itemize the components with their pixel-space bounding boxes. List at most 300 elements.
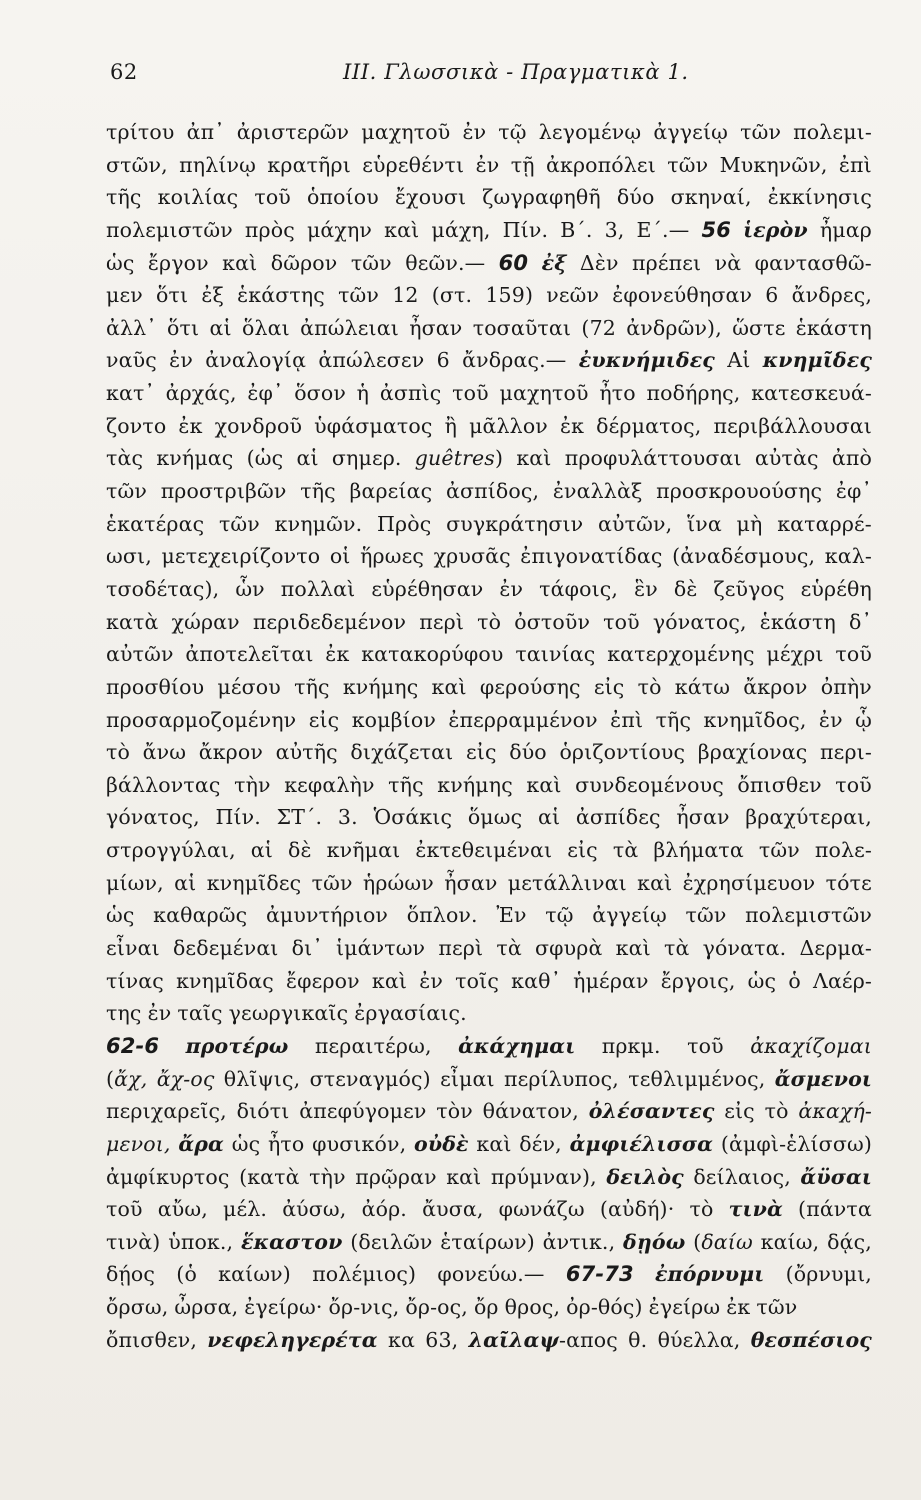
word — [793, 116, 872, 149]
word-part: ἑταίρων) — [440, 1229, 535, 1254]
text-line — [106, 736, 872, 769]
word — [567, 834, 598, 867]
word-part: μὴ — [736, 511, 763, 536]
word — [432, 671, 467, 704]
lemma: κνημῖδες — [762, 348, 872, 373]
lemma: θεσπέσιος — [750, 1327, 872, 1352]
word — [788, 965, 801, 998]
word — [721, 1128, 872, 1161]
lemma: ἐπόρνυμι — [654, 1262, 765, 1287]
word — [415, 834, 552, 867]
word-part: ὡς — [231, 1131, 261, 1156]
word-part: τρίτου — [106, 120, 175, 144]
word-part: τῶν — [758, 838, 800, 863]
word-part: τῶν — [350, 250, 392, 275]
word — [309, 1161, 346, 1194]
word-part: τῆς — [388, 772, 424, 797]
word-part: βραχίονας — [697, 740, 808, 765]
text-line — [106, 704, 872, 737]
word-part: τῷ — [498, 120, 527, 144]
word — [835, 638, 872, 671]
word-part: (ἀναδέσμους, — [672, 544, 816, 569]
word — [732, 312, 785, 345]
word-part: ἀπ᾽ — [186, 120, 225, 144]
word-part: ὄρ — [473, 1295, 499, 1320]
word — [763, 344, 872, 377]
word-part: καθ᾽ — [511, 968, 561, 993]
word — [178, 1128, 224, 1161]
word — [169, 344, 193, 377]
text-line — [106, 1030, 872, 1063]
word — [167, 312, 199, 345]
word-part: βαρείας — [349, 479, 433, 504]
word — [106, 1258, 155, 1291]
word — [217, 671, 281, 704]
word-part: κνημῶν. — [274, 511, 363, 536]
word-part: τάφοις, — [539, 576, 619, 601]
word — [690, 1193, 714, 1226]
word — [628, 1324, 647, 1357]
text-line — [106, 867, 872, 900]
word — [237, 279, 325, 312]
word-part: αἱ — [209, 315, 232, 340]
word — [405, 247, 485, 280]
word — [229, 997, 349, 1030]
word — [596, 410, 701, 443]
word — [602, 1030, 661, 1063]
word — [566, 1258, 634, 1291]
word-part: καὶ — [526, 772, 562, 797]
word-part: (κατὰ — [239, 1164, 300, 1189]
word-part: Πρὸς — [377, 511, 432, 536]
word — [476, 1128, 511, 1161]
word — [748, 965, 777, 998]
lemma: νεφεληγερέτα — [207, 1327, 378, 1352]
word — [350, 1226, 432, 1259]
word-part: συνδεομένους — [575, 772, 724, 797]
word — [826, 867, 872, 900]
word-part: κομβίον — [351, 707, 436, 732]
word — [352, 704, 436, 737]
word-part: ἐκ — [726, 1295, 751, 1320]
word-part: 63, — [425, 1327, 459, 1352]
word-part: ἔχουσι — [395, 185, 467, 210]
word — [444, 867, 497, 900]
word-part: μαχητοῦ — [499, 381, 589, 406]
word — [751, 377, 872, 410]
word — [565, 442, 742, 475]
word-part: πολλαὶ — [280, 576, 356, 601]
word — [106, 508, 204, 541]
word-part: ζωγραφηθῆ — [482, 185, 601, 210]
word — [377, 508, 431, 541]
word-part: ναῦς — [106, 348, 157, 373]
text-line — [106, 279, 872, 312]
word-part: guêtres — [414, 446, 495, 471]
word — [500, 377, 589, 410]
word — [361, 116, 450, 149]
word — [827, 1226, 872, 1259]
word — [234, 769, 271, 802]
word — [755, 247, 872, 280]
word — [566, 1291, 643, 1324]
lemma: δειλὸς — [606, 1164, 684, 1189]
word — [106, 834, 236, 867]
word-part: 3. — [337, 805, 358, 830]
text-line — [106, 932, 872, 965]
word-part: (ὄρνυμι, — [785, 1262, 872, 1287]
text-line — [106, 344, 872, 377]
word — [745, 801, 872, 834]
word — [855, 704, 872, 737]
word — [573, 965, 648, 998]
word — [839, 149, 872, 182]
word-part: πρκμ. — [601, 1033, 661, 1058]
word — [407, 899, 478, 932]
word-part: (ὡς — [246, 446, 284, 471]
word — [161, 540, 320, 573]
word — [312, 1258, 416, 1291]
word-part: ὡς — [106, 250, 135, 275]
text-line — [106, 214, 872, 247]
word — [672, 540, 815, 573]
word — [415, 442, 503, 475]
word — [106, 899, 135, 932]
word-part: ἀύσω, — [282, 1197, 347, 1222]
word-part: ἀσπὶς — [379, 381, 442, 406]
word-part: προσκρουούσης — [656, 479, 823, 504]
word — [106, 377, 155, 410]
word — [106, 606, 158, 639]
word-part: ἐγείρω — [648, 1295, 721, 1320]
word — [448, 704, 597, 737]
word — [414, 1128, 469, 1161]
word — [452, 377, 489, 410]
word — [455, 965, 499, 998]
word-part: κνήμης — [437, 772, 513, 797]
word — [445, 410, 457, 443]
word — [310, 1063, 431, 1096]
word — [576, 801, 661, 834]
word — [546, 149, 656, 182]
word-part: ὁριζοντίους — [559, 740, 686, 765]
word-part: Δερμα- — [799, 936, 872, 961]
word-part: ἀριστερῶν — [236, 120, 350, 144]
word-part: καταρρέ- — [777, 511, 872, 536]
text-line — [106, 997, 872, 1030]
word — [222, 247, 257, 280]
word-part: ἦμαρ — [819, 217, 872, 242]
word — [168, 1226, 233, 1259]
word — [617, 181, 655, 214]
word-part: ἐγείρω· — [244, 1295, 323, 1320]
word — [106, 475, 147, 508]
word-part: πολεμι- — [793, 120, 872, 144]
word-part: μετεχειρίζοντο — [161, 544, 321, 569]
word — [511, 965, 561, 998]
word — [575, 769, 724, 802]
word-part: συγκράτησιν — [446, 511, 584, 536]
word-part: ἐν — [147, 1001, 172, 1026]
word-part: καὶ — [431, 674, 467, 699]
word — [156, 279, 188, 312]
word-part: ὥστε — [732, 315, 786, 340]
word-part: τεθλιμμένος, — [628, 1066, 766, 1091]
word-part: ἐναλλὰξ — [552, 479, 643, 504]
text-line — [106, 1095, 872, 1128]
word-part: περιχαρεῖς, — [106, 1099, 227, 1124]
word-part: Πίν. — [215, 805, 261, 830]
word — [434, 540, 511, 573]
word — [798, 1193, 872, 1226]
word — [232, 1128, 261, 1161]
word — [553, 475, 642, 508]
word-part: τῶν — [667, 152, 709, 177]
word — [388, 769, 424, 802]
word-part: λεγομένῳ — [538, 120, 642, 144]
word — [637, 214, 690, 247]
word — [760, 606, 836, 639]
word-part: κάτω — [674, 674, 731, 699]
word — [683, 867, 816, 900]
word-part: περιβάλλουσαι — [713, 413, 872, 438]
word-part: θεῶν.— — [405, 250, 486, 275]
lemma: οὐδὲ — [414, 1131, 469, 1156]
word-part: δῄος — [106, 1262, 156, 1287]
word-part: στρογγύλαι, — [106, 838, 236, 863]
word-part: ἡμέραν — [573, 968, 649, 993]
word — [172, 606, 240, 639]
word-part: τοῦ — [106, 1197, 143, 1222]
word — [798, 1095, 872, 1128]
word — [419, 965, 443, 998]
word-part: ὁποίου — [307, 185, 379, 210]
word — [148, 997, 172, 1030]
word — [297, 442, 319, 475]
text-line — [106, 834, 872, 867]
word — [756, 1291, 797, 1324]
word — [499, 1193, 585, 1226]
word-part: ἄκρον — [198, 740, 263, 765]
word — [755, 442, 819, 475]
word — [474, 1291, 499, 1324]
word-part: ἱμάντων — [335, 936, 426, 961]
word-part: ὦρσα, — [174, 1295, 239, 1320]
word — [106, 214, 233, 247]
word-part: ἔργοις, — [660, 968, 736, 993]
text-line — [106, 247, 872, 280]
word-part: τὸ — [689, 1197, 714, 1222]
word-part: πρέπει — [632, 250, 702, 275]
word-part: βραχύτεραι, — [745, 805, 872, 830]
word — [511, 149, 535, 182]
word-part: κρατῆρι — [267, 152, 351, 177]
word — [623, 1226, 685, 1259]
word-part: εὑρέθη — [800, 576, 872, 601]
word-part: ἓν — [634, 576, 658, 601]
word — [106, 279, 143, 312]
word — [284, 769, 374, 802]
word — [219, 508, 260, 541]
word-part: τῶν — [338, 283, 380, 308]
word — [254, 181, 291, 214]
word-part: τσοδέτας), — [106, 576, 220, 601]
word — [832, 442, 872, 475]
word — [106, 801, 200, 834]
word — [653, 834, 744, 867]
word-part: 6 — [765, 283, 779, 308]
word — [628, 1063, 765, 1096]
word-part: ἐν — [475, 152, 500, 177]
word-part: νὰ — [714, 250, 742, 275]
word — [437, 1258, 544, 1291]
word — [437, 344, 450, 377]
word — [185, 638, 313, 671]
word — [106, 573, 219, 606]
word — [106, 1063, 147, 1096]
text-line — [106, 1258, 872, 1291]
word — [594, 671, 625, 704]
word — [519, 1128, 562, 1161]
word — [526, 769, 561, 802]
word-part: Μυκηνῶν, — [719, 152, 828, 177]
word — [745, 899, 872, 932]
word — [186, 1030, 289, 1063]
word-part: 6 — [436, 348, 450, 373]
word — [275, 508, 363, 541]
word — [520, 540, 662, 573]
word-part: (πάντα — [798, 1197, 872, 1222]
word-part: τότε — [825, 870, 872, 895]
word-part: διχάζεται — [350, 740, 454, 765]
word — [276, 736, 338, 769]
word — [371, 573, 483, 606]
word-part: ἐπιγονατίδας — [520, 544, 663, 569]
word — [477, 606, 501, 639]
word-part: μενοι, — [106, 1131, 171, 1156]
word-part: κατ᾽ — [106, 381, 155, 406]
word — [768, 181, 872, 214]
word-part: εἶμαι — [440, 1066, 495, 1091]
word-part: ἀλλ᾽ — [106, 315, 157, 340]
word — [737, 769, 821, 802]
word — [187, 116, 225, 149]
word — [106, 1128, 171, 1161]
lemma: ἕκαστον — [241, 1229, 343, 1254]
word-part: φωνάζω — [498, 1197, 585, 1222]
word-part: -απος — [559, 1327, 618, 1352]
word — [106, 540, 152, 573]
word-part: δέν, — [519, 1131, 562, 1156]
word — [223, 1193, 267, 1226]
word — [539, 116, 642, 149]
word-part: (στ. — [431, 283, 473, 308]
word-part: ἐκ — [325, 642, 350, 667]
word — [247, 377, 283, 410]
word — [469, 410, 548, 443]
word — [715, 247, 742, 280]
word-part: περίλυπος, — [503, 1066, 619, 1091]
word-part: ἐν — [169, 348, 193, 373]
word — [362, 1193, 407, 1226]
word-part: εἰς — [567, 838, 598, 863]
word-part: ὀρ-θός) — [566, 1295, 643, 1320]
word-part: πρὸς — [244, 217, 295, 242]
word — [542, 247, 567, 280]
word-part: αἱ — [537, 805, 561, 830]
word — [419, 606, 464, 639]
word-part: ωσι, — [106, 544, 152, 569]
word-part: φυσικόν, — [312, 1131, 407, 1156]
word — [514, 606, 590, 639]
word-part: εἶναι — [106, 936, 160, 961]
word-part: δεδεμέναι — [172, 936, 279, 961]
word-part: αἱ — [174, 870, 197, 895]
word — [309, 704, 340, 737]
word — [693, 1161, 791, 1194]
word — [607, 638, 754, 671]
word-part: ταῖς — [177, 1001, 223, 1026]
word — [570, 1128, 714, 1161]
word — [612, 279, 752, 312]
word — [825, 540, 872, 573]
word-part: πηλίνῳ — [179, 152, 257, 177]
word-part: κατακορύφου — [361, 642, 504, 667]
word — [318, 344, 424, 377]
word — [466, 736, 497, 769]
word — [315, 1030, 432, 1063]
word-part: ἥρωες — [360, 544, 424, 569]
page-header — [0, 58, 921, 92]
word-part: τῶν — [218, 511, 260, 536]
word — [813, 965, 872, 998]
word-part: τὰ — [496, 936, 522, 961]
word — [395, 181, 466, 214]
word — [329, 1291, 400, 1324]
word — [626, 312, 722, 345]
word-part: ἀγγείῳ — [592, 903, 667, 928]
word-part: Λαέρ- — [812, 968, 872, 993]
word-part: ὧν — [235, 576, 265, 601]
word — [667, 149, 708, 182]
word-part: ἡ — [356, 381, 370, 406]
text-line — [106, 1063, 872, 1096]
lemma: ἀκάχημαι — [458, 1033, 576, 1058]
word-part: ἑκάστη — [795, 315, 872, 340]
word-part: τῆς — [106, 185, 142, 210]
word — [267, 149, 350, 182]
word — [157, 1063, 215, 1096]
word-part: καὶ — [476, 1131, 512, 1156]
word — [649, 1291, 721, 1324]
word-part: (ἀμφὶ-ἑλίσσω) — [720, 1131, 872, 1156]
word — [538, 801, 560, 834]
word-part: ( — [693, 1229, 702, 1254]
word-part: ποδήρης, — [646, 381, 741, 406]
word-part: 159) — [485, 283, 534, 308]
word-part: ἐκτεθειμέναι — [415, 838, 553, 863]
word — [106, 1095, 227, 1128]
text-line — [106, 1291, 872, 1324]
word-part: κνημῖδας — [176, 968, 274, 993]
word-part: δύο — [509, 740, 547, 765]
word — [143, 736, 186, 769]
word — [299, 1095, 426, 1128]
word — [237, 1095, 290, 1128]
word-part: περὶ — [438, 936, 484, 961]
word-part: καθαρῶς — [153, 903, 248, 928]
word-part: εἰς — [724, 1099, 755, 1124]
